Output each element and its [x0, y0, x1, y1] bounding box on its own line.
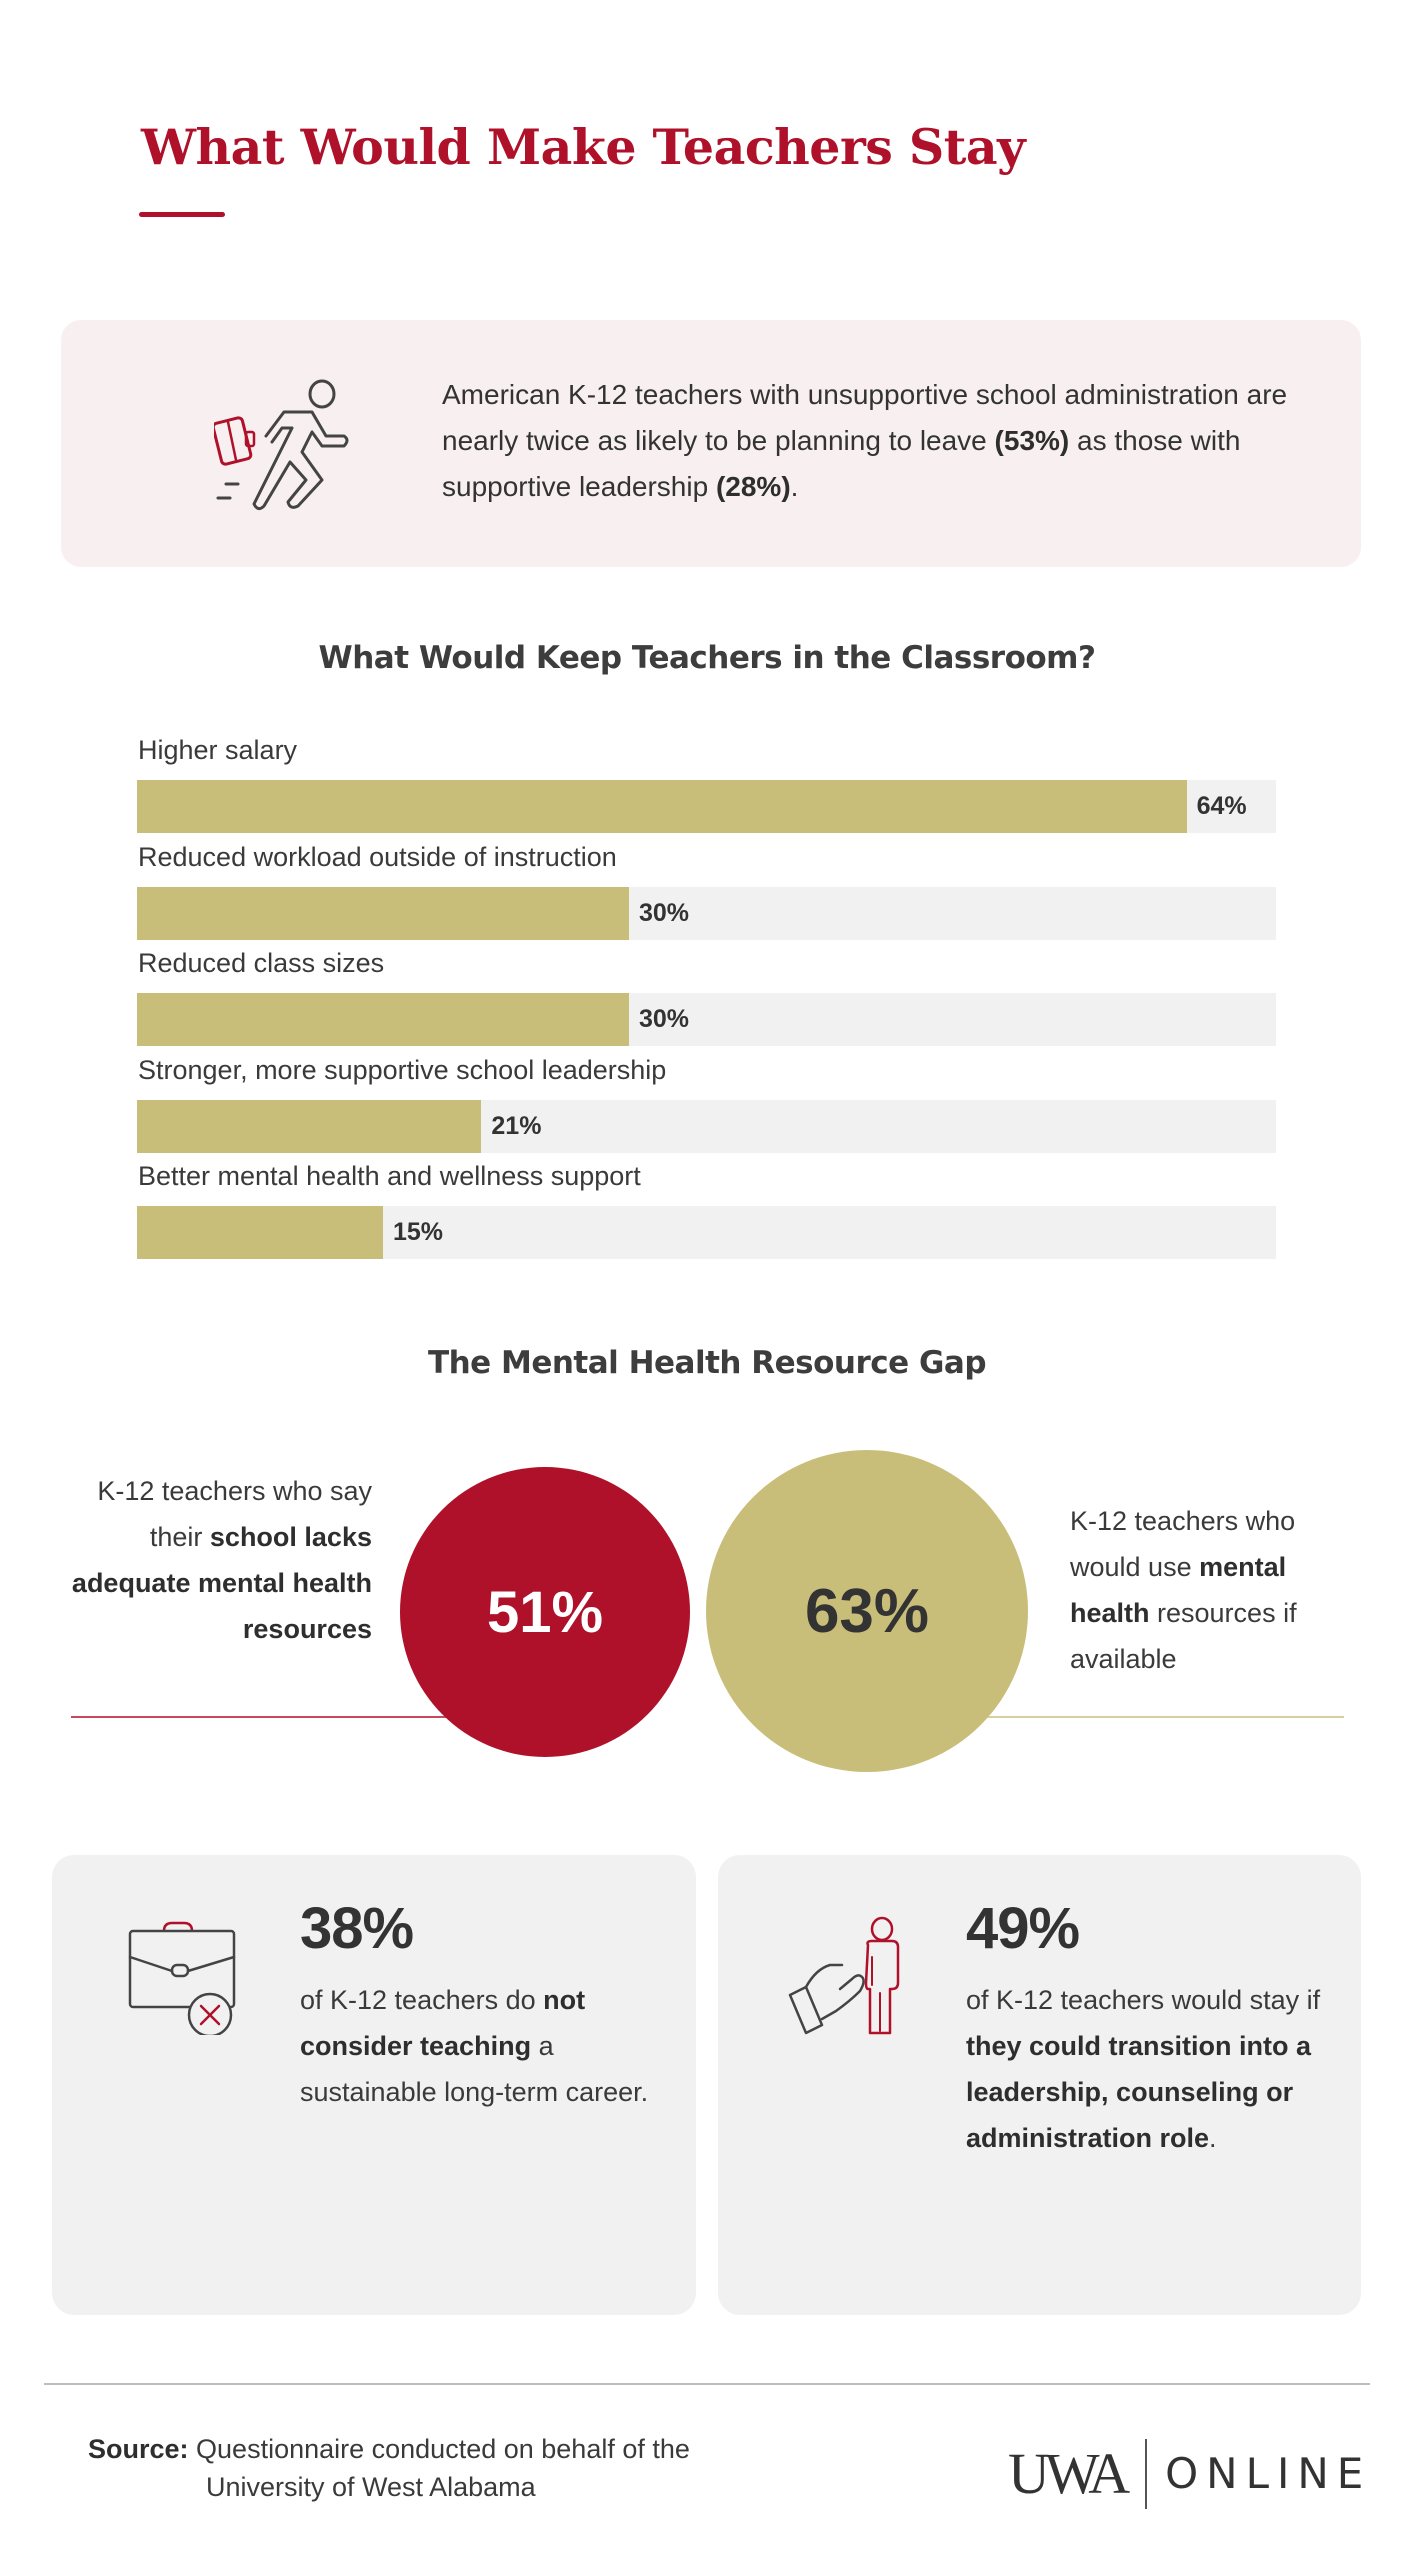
bar-label: Higher salary: [138, 735, 298, 765]
bar-value: 15%: [393, 1218, 444, 1246]
bar-row: [137, 735, 1276, 842]
bar-row: [137, 1161, 1276, 1268]
stat-card-sustainable-career: [52, 1855, 696, 2315]
footer-divider: [44, 2383, 1370, 2385]
card-stat-value: 49%: [966, 1896, 1080, 1961]
bar-track: [137, 780, 1276, 833]
bar-row: [137, 842, 1276, 949]
bar-label: Stronger, more supportive school leadership: [138, 1054, 667, 1085]
logo-divider: [1145, 2439, 1147, 2509]
bar-track: [137, 887, 1276, 940]
card-stat-value: 38%: [300, 1896, 414, 1961]
source-citation: Source: Questionnaire conducted on behalf of the University of West Alabama: [88, 2434, 690, 2502]
logo-mark: UWA: [1008, 2441, 1126, 2506]
bar-value: 30%: [639, 898, 690, 927]
bar-value: 64%: [1196, 792, 1247, 820]
right-accent-line: [960, 1716, 1344, 1718]
circle-value: 63%: [804, 1576, 930, 1646]
stat-supportive: (28%): [715, 471, 791, 502]
briefcase-with-x-icon: [126, 1919, 238, 2035]
bar-fill: [137, 1206, 383, 1259]
section-title-mental-health: The Mental Health Resource Gap: [427, 1345, 987, 1381]
circle-lacking-resources: [400, 1467, 690, 1757]
circle-would-use-resources: [706, 1450, 1028, 1772]
bar-track: [137, 1206, 1276, 1259]
info-text: American K-12 teachers with unsupportive school administration are nearly twice as likely to be planning to leave (53%) as those with supportive leadership (28%).: [442, 379, 1288, 502]
chart-title: What Would Keep Teachers in the Classroom?: [318, 640, 1096, 676]
left-accent-line: [71, 1716, 491, 1718]
title-underline: [139, 212, 225, 217]
bar-track: [137, 993, 1276, 1046]
stat-unsupportive: (53%): [994, 425, 1070, 456]
bar-fill: [137, 780, 1187, 833]
bar-row: [137, 948, 1276, 1055]
bar-track: [137, 1100, 1276, 1153]
stat-card-role-transition: [718, 1855, 1361, 2315]
bar-fill: [137, 993, 629, 1046]
bar-fill: [137, 1100, 481, 1153]
source-label: Source:: [88, 2434, 189, 2464]
card-description: of K-12 teachers would stay if they could transition into a leadership, counseling or administration role.: [966, 1985, 1321, 2153]
logo-text: ONLINE: [1165, 2449, 1372, 2498]
circle-value: 51%: [486, 1579, 604, 1645]
bar-label: Better mental health and wellness support: [138, 1161, 641, 1191]
card-description: of K-12 teachers do not consider teaching a sustainable long-term career.: [300, 1985, 649, 2107]
bar-row: [137, 1055, 1276, 1162]
hand-supporting-person-icon: [786, 1915, 916, 2043]
bar-label: Reduced workload outside of instruction: [138, 841, 617, 872]
right-stat-description: K-12 teachers who would use mental health resources if available: [1070, 1506, 1297, 1674]
page-title: What Would Make Teachers Stay: [141, 118, 1026, 176]
left-stat-description: K-12 teachers who say their school lacks adequate mental health resources: [71, 1476, 372, 1644]
bar-label: Reduced class sizes: [138, 948, 385, 978]
bar-value: 21%: [491, 1111, 542, 1140]
bar-fill: [137, 887, 629, 940]
bar-value: 30%: [639, 1005, 690, 1033]
uwa-online-logo: [1008, 2438, 1371, 2510]
running-person-with-briefcase-icon: [214, 376, 354, 514]
